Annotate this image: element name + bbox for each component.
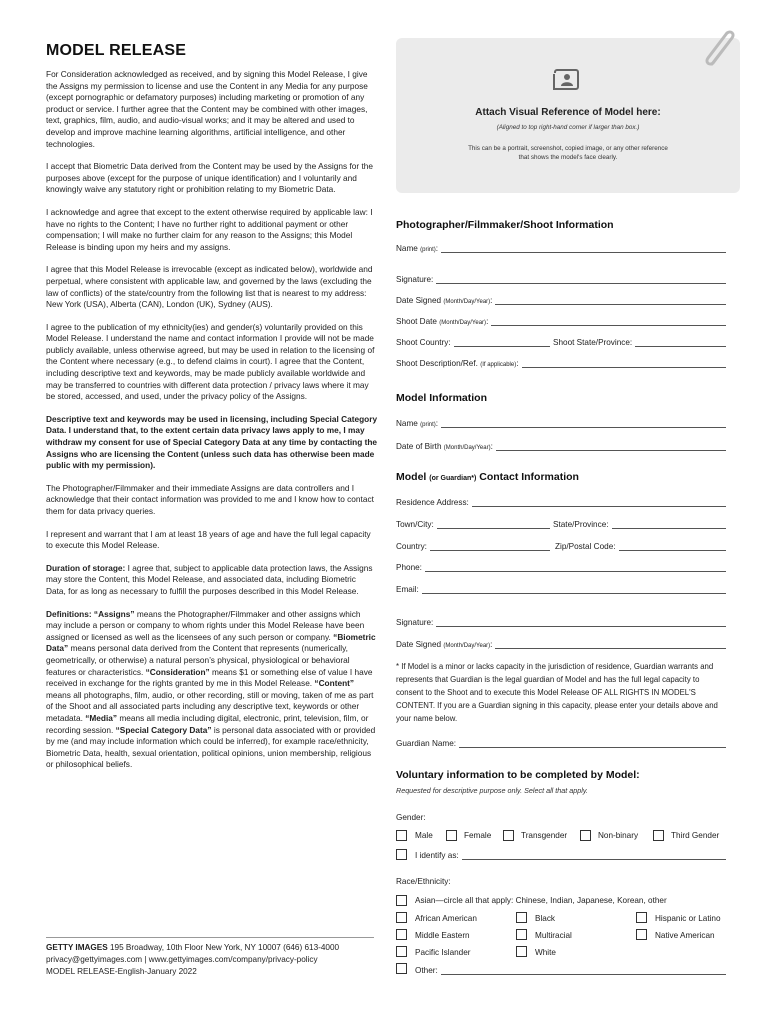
footer-divider [46,937,374,938]
shoot-date-field[interactable]: Shoot Date (Month/Day/Year): [396,314,726,326]
checkbox-hispanic-latino[interactable] [636,912,647,923]
state-province-field[interactable] [553,517,726,529]
checkbox-identify-as[interactable] [396,849,407,860]
shoot-state-field[interactable] [553,335,726,347]
input-line[interactable] [495,296,726,305]
input-line[interactable] [491,317,726,326]
field-label: Phone: [396,563,422,572]
input-line[interactable] [441,244,726,253]
footer-form-id: MODEL RELEASE-English-January 2022 [46,967,197,976]
photo-icon [552,68,580,92]
special-data-paragraph: Descriptive text and keywords may be used in licensing, including Special Category Data. I understand that, to the extent certain data privacy laws apply to me, I may withdraw my consent for use of Special Category Data at any time by contacting the Assigns who are licensing the Content (unless such data has otherwise been made public with my permission). [46,413,378,471]
biometric-paragraph: I accept that Biometric Data derived from the Content may be used by the Assigns for the purposes above (except for the purpose of unique identification) and I voluntarily and knowingly waive any statutory right or prohibition relating to my Biometric Data. [46,161,373,195]
field-label: Country: [396,542,427,551]
input-line[interactable] [496,442,726,451]
publication-paragraph: I agree to the publication of my ethnicity(ies) and gender(s) voluntarily provided on this Model Release. I understand the name and contact information I provide will not be made publicly available, unless otherwise agreed, but may be used in relation to the licensing of the Content where necessary (e.g., to defend claims in court). I agree that the Content, including descriptive text and keywords, may be made publicly available worldwide and may be transferred to countries with different data protection / privacy laws where it may be stored, accessed, and used, under the privacy policy of the Assigns. [46,321,375,402]
field-label: Town/City: [396,520,434,529]
input-line[interactable] [462,851,726,860]
definitions-paragraph [46,609,378,771]
field-label: Other: [415,966,438,975]
guardian-name-field[interactable] [396,736,726,748]
heading-part: Model [396,471,430,483]
checkbox-black[interactable] [516,912,527,923]
residence-address-field[interactable] [396,495,726,507]
shoot-description-field[interactable]: Shoot Description/Ref. (If applicable): [396,356,726,368]
photographer-heading: Photographer/Filmmaker/Shoot Information [396,219,614,231]
checkbox-pacific-islander[interactable] [396,946,407,957]
def-term: “Content” [314,678,355,689]
field-hint: (print) [420,247,436,253]
field-label: Signature: [396,275,434,284]
release-text-column [46,42,378,782]
input-line[interactable] [612,520,726,529]
field-hint: (Month/Day/Year) [439,320,487,326]
phone-field[interactable] [396,560,726,572]
field-label: Zip/Postal Code: [555,542,616,551]
checkbox-third-gender[interactable] [653,830,664,841]
checkbox-white[interactable] [516,946,527,957]
input-line[interactable] [430,542,550,551]
checkbox-multiracial[interactable] [516,929,527,940]
input-line[interactable] [635,338,726,347]
consideration-paragraph: For Consideration acknowledged as received, and by signing this Model Release, I give the Assigns my permission to license and use the Content in any Media for any purpose (except pornographic or defamatory purposes) including marketing or promotion of any product or service. I further agree that the Content may be combined with other images, text, graphics, film, audio, and audio-visual works; and it may be altered and used to develop and improve machine learning algorithms, artificial intelligence, and other technologies. [46,69,368,149]
duration-text: I agree that, subject to applicable data protection laws, the Assigns may store the Content, this Model Release, and associated data, including Biometric Data, for as long as necessary to fulfill the purposes described in this Model Release. [46,562,373,596]
input-line[interactable] [425,563,726,572]
def-text: means personal data derived from the Content that represents (numerically, geometrically, or otherwise) a natural person’s physical, physiological or behavioral features or characteristics. [46,643,350,677]
attach-note: This can be a portrait, screenshot, copied image, or any other reference that shows the model's face clearly. [468,145,668,161]
checkbox-middle-eastern[interactable] [396,929,407,940]
field-label: Date Signed [396,640,442,649]
def-text: means all media including digital, electronic, print, television, film, or recording session. [46,712,369,735]
rights-paragraph: I acknowledge and agree that except to the extent otherwise required by applicable law: I have no rights to the Content; I have no further right to additional payment or other compensation; I will make no further claim for any reason to the Assigns; this Model Release is binding upon my heirs and my assigns. [46,206,373,252]
checkbox-label: White [535,948,556,957]
contact-heading [396,471,579,483]
checkbox-label: Non-binary [598,831,639,840]
input-line[interactable] [441,966,726,975]
checkbox-transgender[interactable] [503,830,514,841]
guardian-note: * If Model is a minor or lacks capacity in the jurisdiction of residence, Guardian warrants and represents that Guardian is the legal guardian of Model and has the full legal capacity to consent to the Shoot and to execute this Model Release OF ALL RIGHTS IN MODEL'S CONTENT. If you are a Guardian signing in this capacity, please enter your details above and your name below. [396,662,718,723]
duration-label: Duration of storage: [46,562,126,573]
photographer-name-field[interactable]: Name (print): [396,241,726,253]
field-label: Shoot Description/Ref. [396,359,478,368]
field-label: Email: [396,585,419,594]
checkbox-african-american[interactable] [396,912,407,923]
other-race-field[interactable] [415,963,726,975]
def-term: “Biometric Data” [46,631,376,654]
voluntary-heading: Voluntary information to be completed by Model: [396,769,640,781]
checkbox-native-american[interactable] [636,929,647,940]
field-hint: (Month/Day/Year) [443,445,491,451]
field-label: Shoot Date [396,317,437,326]
input-line[interactable] [472,498,726,507]
checkbox-other[interactable] [396,963,407,974]
checkbox-asian[interactable] [396,895,407,906]
checkbox-label: Black [535,914,556,923]
def-term: “Consideration” [145,666,210,677]
input-line[interactable] [454,338,550,347]
checkbox-label: Third Gender [671,831,720,840]
footer-address: 195 Broadway, 10th Floor New York, NY 10007 (646) 613-4000 [107,943,340,952]
checkbox-label: Pacific Islander [415,948,471,957]
def-text: means all photographs, film, audio, or other recording, still or moving, taken of me as part of the Shoot and all associated parts including any descriptive text, keywords or other metadata. [46,689,374,723]
checkbox-label: African American [415,914,477,923]
voluntary-subtitle: Requested for descriptive purpose only. Select all that apply. [396,786,588,795]
heading-part: Contact Information [476,471,579,483]
footer-company: GETTY IMAGES [46,943,108,952]
attach-subtitle: (Aligned to top right-hand corner if larger than box.) [496,124,640,131]
checkbox-label: Native American [655,931,715,940]
checkbox-label: Female [464,831,492,840]
checkbox-label: Hispanic or Latino [655,914,721,923]
field-label: Date of Birth [396,442,442,451]
zip-field[interactable] [555,539,726,551]
footer-contact: privacy@gettyimages.com | www.gettyimages.com/company/privacy-policy [46,955,318,964]
def-term: “Media” [85,712,118,723]
age-paragraph: I represent and warrant that I am at least 18 years of age and have the full legal capacity to execute this Model Release. [46,528,371,551]
input-line[interactable] [619,542,726,551]
input-line[interactable] [436,618,726,627]
checkbox-female[interactable] [446,830,457,841]
checkbox-label: Male [415,831,433,840]
input-line[interactable] [495,640,726,649]
checkbox-label: Multiracial [535,931,572,940]
heading-part: (or Guardian*) [429,475,477,482]
field-label: Name [396,419,418,428]
photographer-date-field[interactable]: Date Signed (Month/Day/Year): [396,293,726,305]
model-signature-field[interactable] [396,615,726,627]
checkbox-male[interactable] [396,830,407,841]
checkbox-label: Middle Eastern [415,931,470,940]
field-hint: (print) [420,422,436,428]
duration-paragraph [46,563,378,598]
def-text: is personal data associated with or provided by me (and may include information which could be inferred), for example race/ethnicity, Biometric Data, health, sexual orientation, political opinions, union membership, religious or philosophical beliefs. [46,724,376,770]
def-text: means $1 or something else of value I have received in exchange for the rights granted by me in this Model Release. [46,666,373,689]
controllers-paragraph: The Photographer/Filmmaker and their immediate Assigns are data controllers and I acknowledge that their contact information was provided to me and I know how to contact them for data privacy queries. [46,482,374,516]
field-label: Name [396,244,418,253]
field-label: I identify as: [415,851,459,860]
field-label: Shoot State/Province: [553,338,633,347]
def-text: means the Photographer/Filmmaker and other assigns which may include a person or company to whom rights under this Model Release have been assigned or licensed as well as the licensees of any such person or company. [46,608,365,642]
irrevocable-paragraph: I agree that this Model Release is irrevocable (except as indicated below), worldwide and perpetual, where consistent with applicable law, and governed by the laws (excluding the law of conflicts) of the state/country from the following list that is nearest to my address: New York (USA), Alberta (CAN), London (UK), Sydney (AUS). [46,264,373,310]
field-label: Shoot Country: [396,338,451,347]
footer [46,942,376,978]
paperclip-icon [698,26,744,72]
def-term: “Special Category Data” [115,724,212,735]
input-line[interactable] [459,739,726,748]
def-term: Definitions: “Assigns” [46,608,135,619]
field-hint: (Month/Day/Year) [443,643,491,649]
shoot-country-field[interactable] [396,335,550,347]
field-label: Date Signed [396,296,442,305]
field-hint: (If applicable) [480,362,517,368]
input-line[interactable] [422,585,726,594]
attach-title: Attach Visual Reference of Model here: [475,107,661,118]
gender-label: Gender: [396,813,426,822]
field-label: Residence Address: [396,498,469,507]
identify-as-field[interactable] [415,848,726,860]
model-dob-field[interactable]: Date of Birth (Month/Day/Year): [396,439,726,451]
page-title: MODEL RELEASE [46,42,187,59]
race-label: Race/Ethnicity: [396,877,451,886]
input-line[interactable] [522,359,726,368]
input-line[interactable] [436,275,726,284]
input-line[interactable] [437,520,550,529]
checkbox-non-binary[interactable] [580,830,591,841]
input-line[interactable] [441,419,726,428]
town-city-field[interactable] [396,517,550,529]
checkbox-label: Asian—circle all that apply: Chinese, Indian, Japanese, Korean, other [415,896,667,905]
field-label: Signature: [396,618,434,627]
model-name-field[interactable]: Name (print): [396,416,726,428]
email-field[interactable] [396,582,726,594]
model-date-field[interactable]: Date Signed (Month/Day/Year): [396,637,726,649]
country-field[interactable] [396,539,550,551]
model-heading: Model Information [396,392,487,404]
field-label: State/Province: [553,520,609,529]
field-hint: (Month/Day/Year) [443,299,491,305]
photographer-signature-field[interactable] [396,272,726,284]
field-label: Guardian Name: [396,739,457,748]
checkbox-label: Transgender [521,831,568,840]
